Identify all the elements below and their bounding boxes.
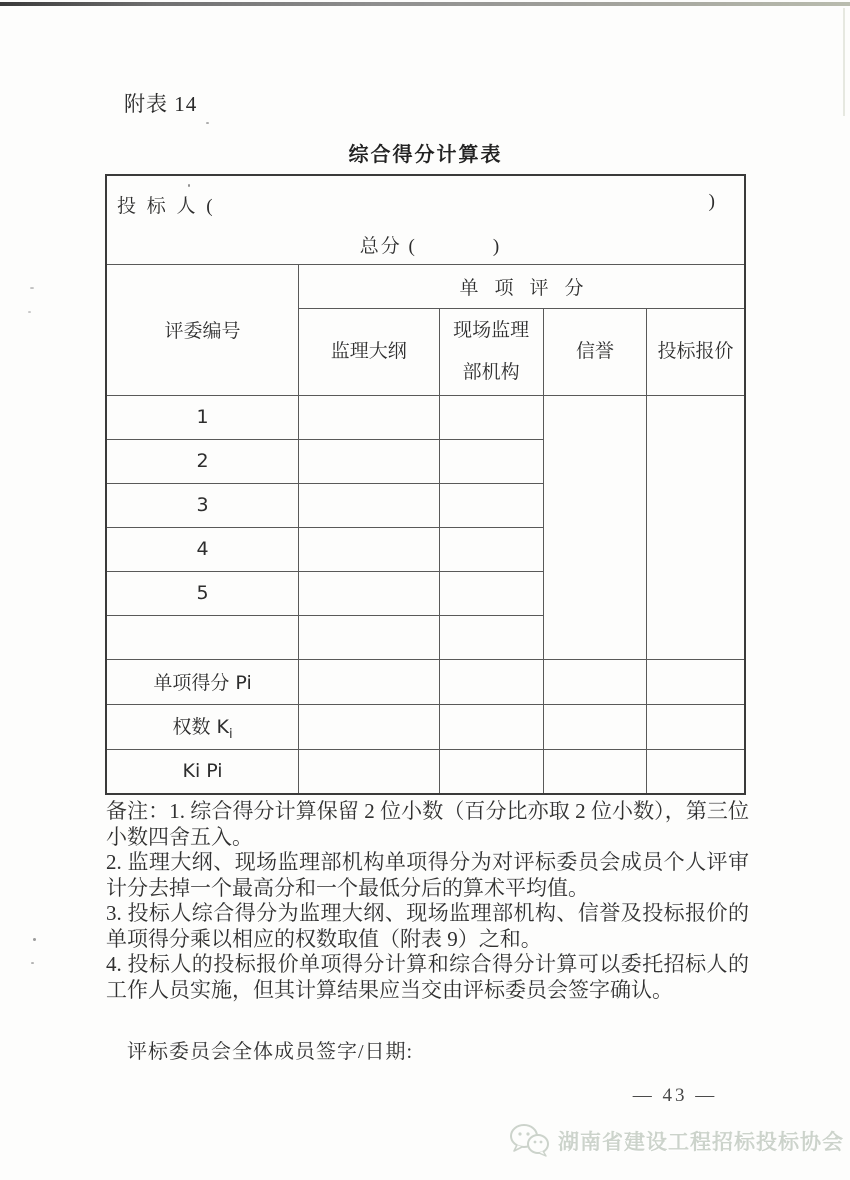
score-cell [439,527,543,571]
signature-line: 评标委员会全体成员签字/日期: [127,1041,414,1063]
col-header-site-org: 现场监理部机构 [439,308,543,395]
scan-speck [33,938,36,941]
note-1: 备注：1. 综合得分计算保留 2 位小数（百分比亦取 2 位小数），第三位小数四舍五入。 [106,799,749,849]
score-cell [543,704,646,749]
judge-row-number: 4 [106,527,299,571]
score-cell [299,659,439,704]
row-label-item-score-pi: 单项得分 Pi [106,659,299,704]
score-cell [299,395,439,439]
note-3: 3. 投标人综合得分为监理大纲、现场监理部机构、信誉及投标报价的单项得分乘以相应的权数取值（附表 9）之和。 [106,901,749,951]
scan-top-edge [0,2,850,6]
total-close-paren: ) [492,235,502,257]
bidder-line [107,182,744,218]
col-header-outline: 监理大纲 [299,308,439,395]
score-cell [439,615,543,659]
judge-row-number: 3 [106,483,299,527]
score-cell [299,704,439,749]
score-cell-reputation-merged [543,395,646,659]
row-label-kipi: Ki Pi [106,749,299,794]
total-line [107,218,744,258]
judge-row-number: 1 [106,395,299,439]
page-number: — 43 — [632,1085,718,1106]
score-cell [299,749,439,794]
row-label-weight-ki [106,704,299,749]
weight-ki-subscript: i [228,726,233,742]
wechat-icon [508,1122,552,1160]
score-cell [543,659,646,704]
score-cell [439,395,543,439]
scan-right-edge [843,8,845,116]
note-4: 4. 投标人的投标报价单项得分计算和综合得分计算可以委托招标人的工作人员实施，但其计算结果应当交由评标委员会签字确认。 [106,952,749,1002]
note-2: 2. 监理大纲、现场监理部机构单项得分为对评标委员会成员个人评审计分去掉一个最高分和一个最低分后的算术平均值。 [106,850,749,900]
weight-ki-text: 权数 K [172,715,229,738]
total-label: 总分 ( [359,235,417,257]
score-cell [299,615,439,659]
score-cell [439,571,543,615]
col-header-bid-price: 投标报价 [647,308,745,395]
score-cell-bidprice-merged [647,395,745,659]
score-cell [439,439,543,483]
judge-row-number [106,615,299,659]
notes-block [106,799,749,1003]
scan-speck [28,311,31,313]
scan-speck [31,962,34,964]
score-table [105,174,746,795]
score-cell [439,749,543,794]
score-cell [299,439,439,483]
judge-row-number: 5 [106,571,299,615]
bidder-total-cell [106,175,745,264]
score-cell [647,704,745,749]
score-cell [647,659,745,704]
score-cell [543,749,646,794]
judge-number-header: 评委编号 [106,264,299,395]
bidder-close-paren: ) [708,190,718,212]
judge-row-number: 2 [106,439,299,483]
score-cell [439,483,543,527]
scan-speck [206,122,209,124]
page-title: 综合得分计算表 [348,144,503,166]
score-cell [299,527,439,571]
score-cell [439,659,543,704]
bidder-label: 投 标 人 ( [117,195,216,217]
score-cell [647,749,745,794]
score-cell [299,483,439,527]
scan-speck [30,287,34,289]
appendix-label: 附表 14 [124,92,198,116]
footer-watermark [508,1122,844,1160]
score-cell [299,571,439,615]
col-header-reputation: 信誉 [543,308,646,395]
score-cell [439,704,543,749]
item-score-group-header: 单项评分 [299,264,745,308]
association-name: 湖南省建设工程招标投标协会 [558,1130,844,1154]
